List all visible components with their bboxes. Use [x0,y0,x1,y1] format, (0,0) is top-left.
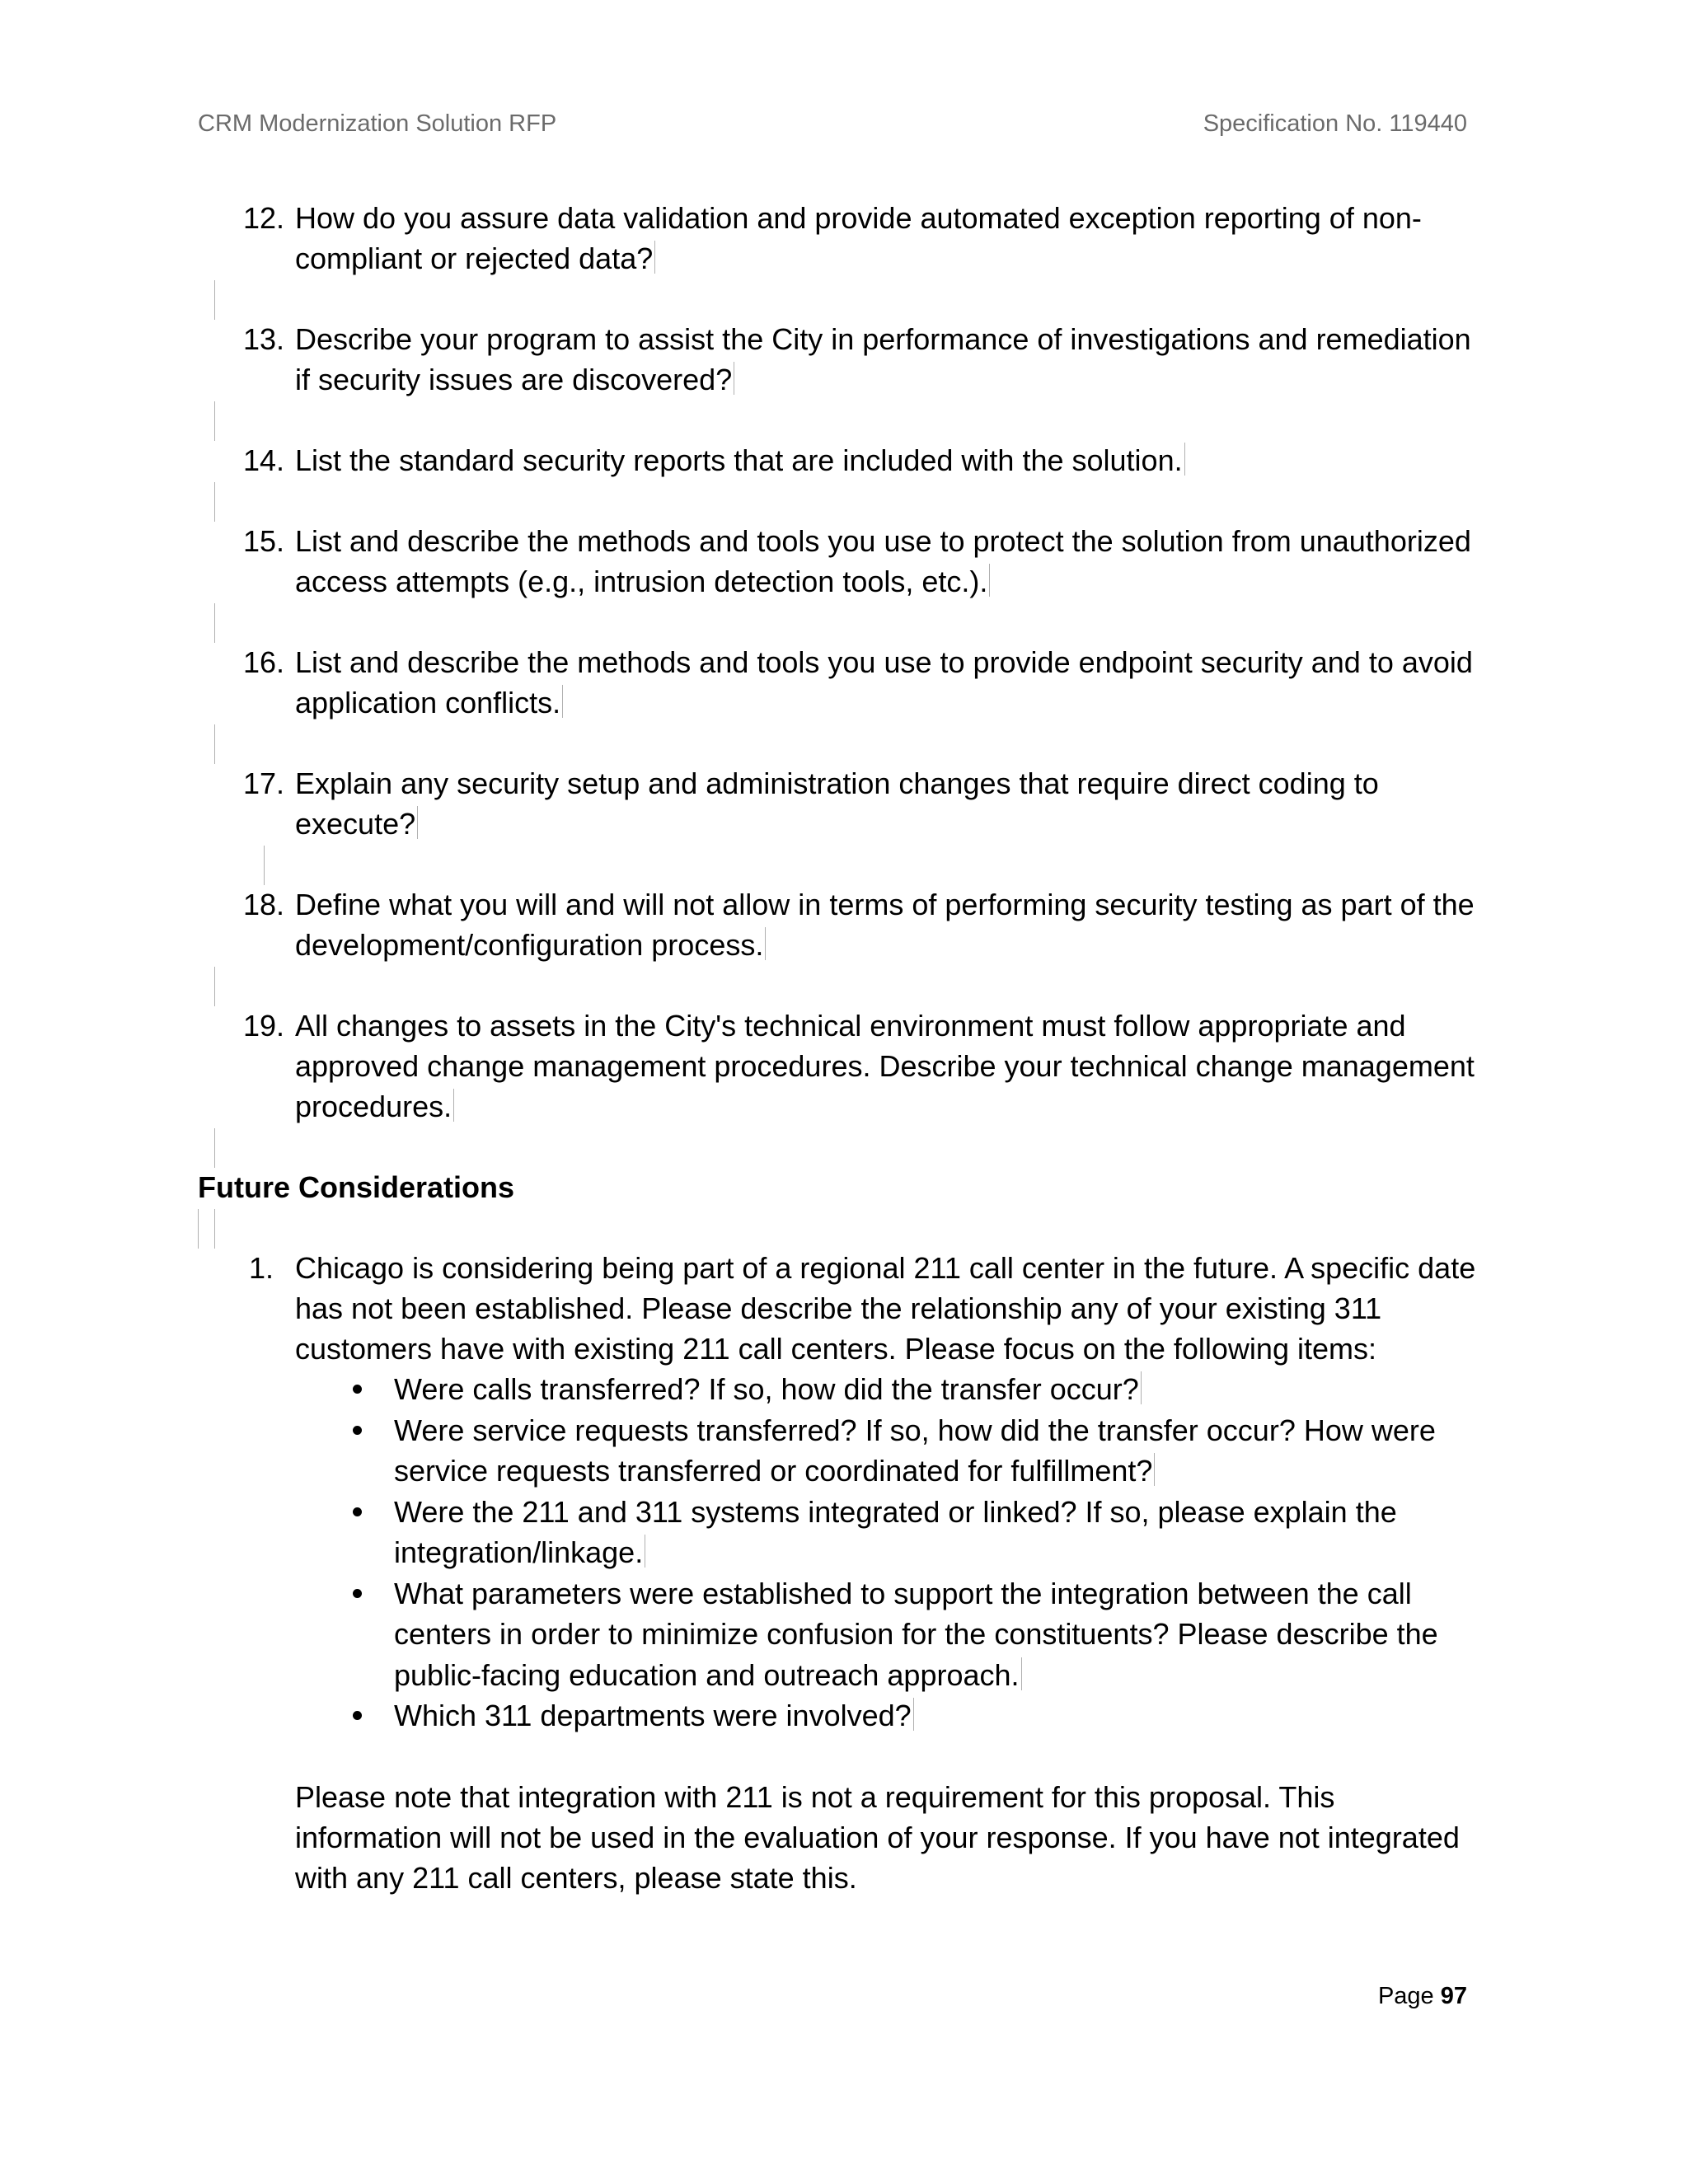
item-number: 1. [249,1251,274,1285]
bullet-icon [353,1711,362,1720]
question-number: 15. [243,524,285,558]
section-heading-future-considerations [198,1167,1484,1207]
section-heading-text: Future Considerations [198,1170,515,1204]
bullet-item [295,1369,1484,1410]
bullet-text: Were service requests transferred? If so, how did the transfer occur? How were service requests transferred or coordinated for fulfillment? [394,1413,1436,1488]
text-boundary-mark [989,564,990,597]
question-number: 13. [243,322,285,356]
text-boundary-mark [562,685,563,718]
page-number: 97 [1440,1983,1467,2009]
bullet-icon [353,1507,362,1516]
question-text: Explain any security setup and administration changes that require direct coding to execute? [295,766,1379,841]
question-text: List the standard security reports that are included with the solution. [295,443,1183,477]
question-number: 12. [243,201,285,235]
paragraph-mark [214,1128,215,1168]
text-boundary-mark [1154,1453,1155,1486]
question-item [198,198,1484,279]
bullet-text: What parameters were established to support the integration between the call centers in order to minimize confusion for the constituents? Please describe the public-facing education and outreach approach. [394,1576,1438,1692]
question-text: All changes to assets in the City's technical environment must follow appropriate and approved change management procedures. Describe your technical change management procedures. [295,1009,1475,1123]
question-number: 18. [243,888,285,921]
bullet-text: Which 311 departments were involved? [394,1699,912,1732]
question-text: List and describe the methods and tools you use to provide endpoint security and to avoid application conflicts. [295,645,1473,719]
bullet-item [295,1410,1484,1492]
page-footer [1378,1983,1467,2010]
text-boundary-mark [913,1698,914,1731]
paragraph-mark [214,401,215,441]
question-number: 17. [243,766,285,800]
page-content [198,198,1484,1898]
question-text: Describe your program to assist the City in performance of investigations and remediation if security issues are discovered? [295,322,1471,396]
paragraph-mark [214,482,215,522]
question-item [198,319,1484,400]
question-text: List and describe the methods and tools you use to protect the solution from unauthorized access attempts (e.g., intrusion detection tools, etc.). [295,524,1471,598]
question-item [198,440,1484,480]
text-boundary-mark [417,806,418,839]
paragraph-mark [214,967,215,1006]
question-text: Define what you will and will not allow in terms of performing security testing as part of the development/configuration process. [295,888,1475,962]
question-item [198,763,1484,844]
text-boundary-mark [765,927,766,960]
bullet-text: Were calls transferred? If so, how did the transfer occur? [394,1372,1139,1406]
paragraph-mark [214,280,215,320]
question-item [198,884,1484,965]
bullet-item [295,1573,1484,1696]
bullet-icon [353,1589,362,1598]
text-boundary-mark [1184,443,1185,476]
text-boundary-mark [1021,1657,1022,1690]
question-item [198,642,1484,723]
paragraph-mark [214,1209,215,1249]
bullet-icon [353,1385,362,1394]
item-text: Chicago is considering being part of a regional 211 call center in the future. A specific date has not been established. Please describe the relationship any of your existing 311 customers have with existing 211 call centers. Please focus on the following items: [295,1251,1476,1366]
question-item [198,521,1484,602]
question-number: 16. [243,645,285,679]
integration-note: Please note that integration with 211 is not a requirement for this proposal. This information will not be used in the evaluation of your response. If you have not integrated with any 211 call centers, please state this. [295,1779,1460,1895]
bullet-icon [353,1426,362,1435]
header-spec-number: Specification No. 119440 [1203,110,1467,137]
paragraph-mark [214,724,215,764]
question-number: 19. [243,1009,285,1043]
bullet-list [295,1369,1484,1736]
bullet-text: Were the 211 and 311 systems integrated or linked? If so, please explain the integration/linkage. [394,1494,1397,1569]
text-boundary-mark [654,241,655,274]
future-consideration-item [198,1248,1484,1736]
text-boundary-mark [1141,1371,1142,1404]
paragraph-mark [264,846,265,885]
paragraph-mark [214,603,215,643]
question-item [198,1005,1484,1127]
question-text: How do you assure data validation and provide automated exception reporting of non-compliant or rejected data? [295,201,1422,275]
question-number: 14. [243,443,285,477]
bullet-item [295,1492,1484,1573]
header-document-title: CRM Modernization Solution RFP [198,110,557,137]
paragraph-mark [198,1209,199,1249]
text-boundary-mark [453,1089,454,1122]
page-label: Page [1377,1983,1434,2009]
bullet-item [295,1695,1484,1736]
